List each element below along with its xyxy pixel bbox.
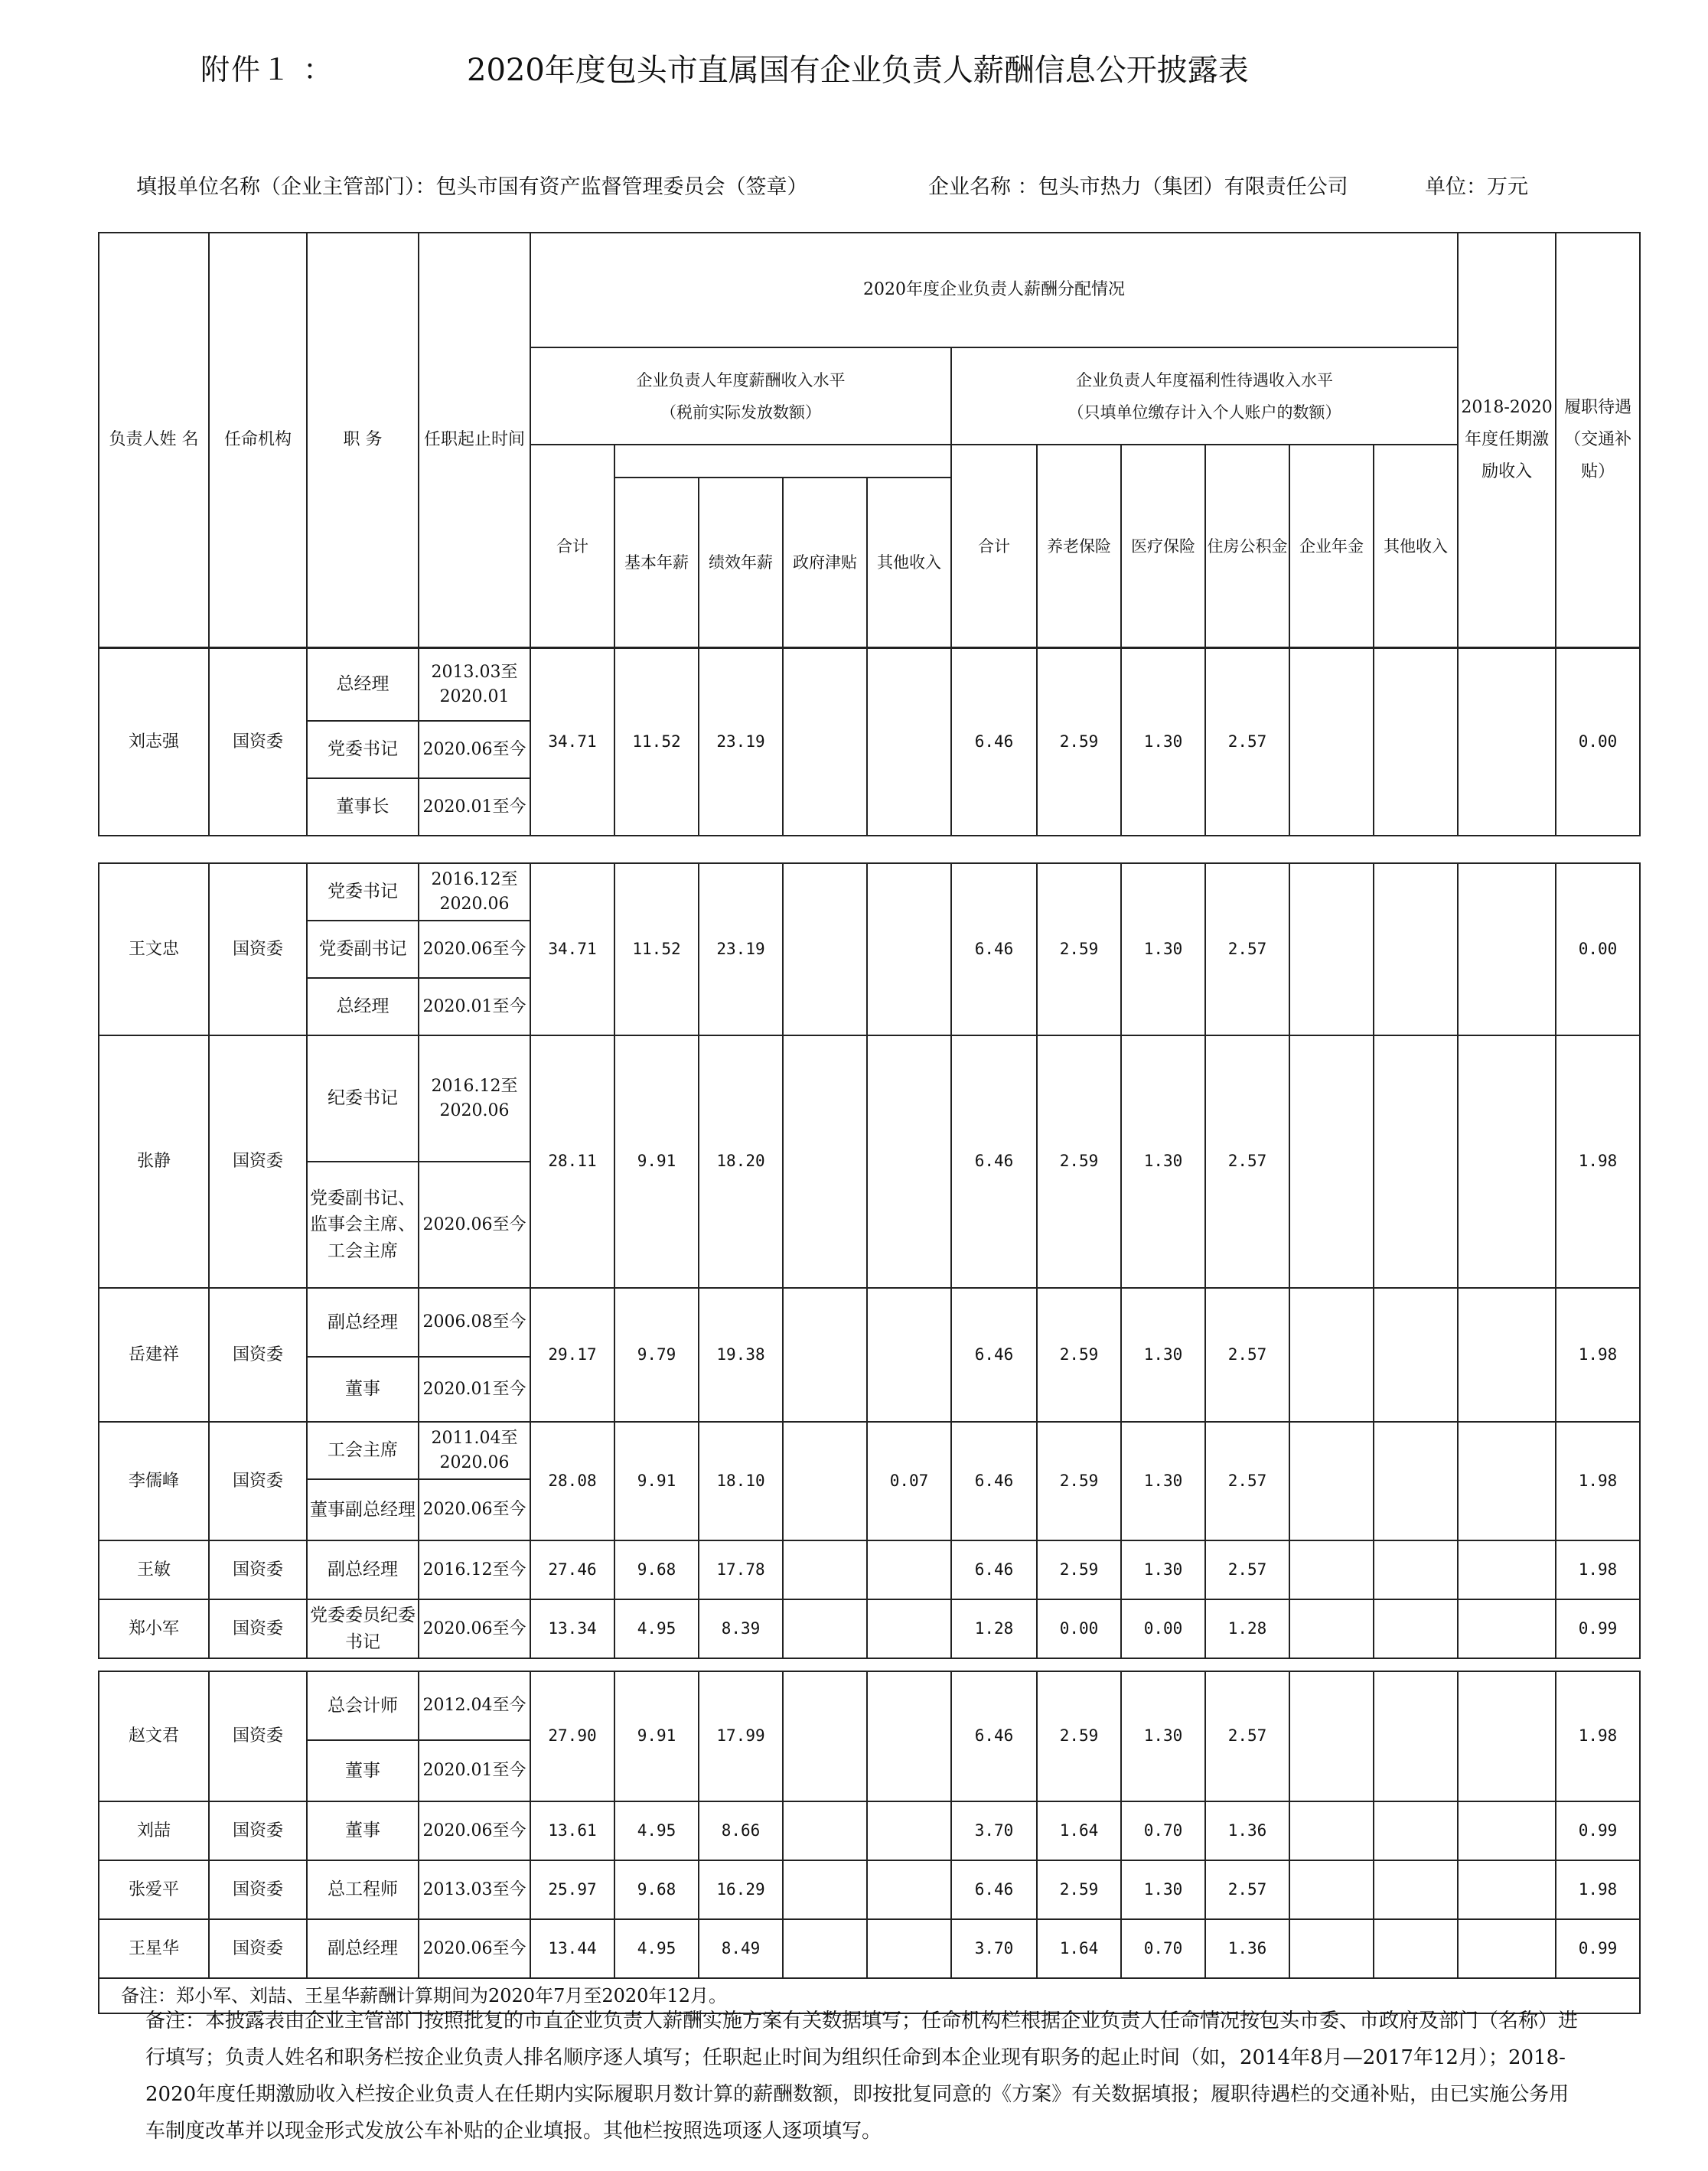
value-annuity <box>1289 1422 1374 1540</box>
col-duty: 履职待遇（交通补贴） <box>1556 233 1640 647</box>
value-duty: 0.00 <box>1556 648 1640 836</box>
value-total: 25.97 <box>530 1860 614 1919</box>
value-total: 27.90 <box>530 1671 614 1801</box>
value-duty: 0.00 <box>1556 863 1640 1035</box>
value-wother <box>1374 863 1458 1035</box>
value-housing: 2.57 <box>1205 1540 1289 1599</box>
value-wtotal: 1.28 <box>951 1599 1037 1658</box>
value-pension: 2.59 <box>1037 1288 1121 1422</box>
position: 党委书记 <box>307 863 419 921</box>
value-annuity <box>1289 1540 1374 1599</box>
value-housing: 1.36 <box>1205 1801 1289 1860</box>
value-duty: 1.98 <box>1556 1288 1640 1422</box>
value-pension: 1.64 <box>1037 1919 1121 1978</box>
person-name: 郑小军 <box>99 1599 209 1658</box>
value-housing: 2.57 <box>1205 648 1289 836</box>
col-term: 任职起止时间 <box>419 233 530 647</box>
value-medical: 0.70 <box>1121 1801 1205 1860</box>
term: 2006.08至今 <box>419 1288 530 1357</box>
value-housing: 2.57 <box>1205 1860 1289 1919</box>
value-base: 4.95 <box>614 1801 699 1860</box>
value-perf: 16.29 <box>699 1860 783 1919</box>
value-other <box>867 1599 951 1658</box>
value-medical: 1.30 <box>1121 1860 1205 1919</box>
appointing-org: 国资委 <box>209 1671 307 1801</box>
position: 党委委员纪委书记 <box>307 1599 419 1658</box>
value-perf: 23.19 <box>699 648 783 836</box>
col-position: 职 务 <box>307 233 419 647</box>
value-wother <box>1374 1919 1458 1978</box>
value-housing: 1.36 <box>1205 1919 1289 1978</box>
position: 总会计师 <box>307 1671 419 1740</box>
value-incentive <box>1458 1599 1556 1658</box>
value-medical: 1.30 <box>1121 648 1205 836</box>
appointing-org: 国资委 <box>209 1860 307 1919</box>
value-medical: 1.30 <box>1121 1035 1205 1288</box>
value-pension: 2.59 <box>1037 1540 1121 1599</box>
table-row <box>99 863 1640 921</box>
col-gov: 政府津贴 <box>783 478 867 647</box>
term: 2020.01至今 <box>419 978 530 1035</box>
value-wtotal: 6.46 <box>951 1540 1037 1599</box>
value-base: 9.79 <box>614 1288 699 1422</box>
value-wother <box>1374 1671 1458 1801</box>
appointing-org: 国资委 <box>209 863 307 1035</box>
table-header <box>98 232 1641 648</box>
col-incentive: 2018-2020年度任期激励收入 <box>1458 233 1556 647</box>
term: 2020.06至今 <box>419 1162 530 1288</box>
value-total: 13.34 <box>530 1599 614 1658</box>
term: 2020.06至今 <box>419 1919 530 1978</box>
col-wother: 其他收入 <box>1374 445 1458 647</box>
value-wtotal: 6.46 <box>951 1288 1037 1422</box>
value-incentive <box>1458 648 1556 836</box>
value-pension: 2.59 <box>1037 1671 1121 1801</box>
position: 党委副书记、监事会主席、工会主席 <box>307 1162 419 1288</box>
value-incentive <box>1458 1422 1556 1540</box>
value-wother <box>1374 1860 1458 1919</box>
value-wtotal: 3.70 <box>951 1801 1037 1860</box>
unit-label: 单位：万元 <box>1425 175 1528 199</box>
term: 2016.12至2020.06 <box>419 1035 530 1162</box>
value-incentive <box>1458 863 1556 1035</box>
value-medical: 0.00 <box>1121 1599 1205 1658</box>
table-row <box>99 1919 1640 1978</box>
value-medical: 1.30 <box>1121 1288 1205 1422</box>
person-name: 刘喆 <box>99 1801 209 1860</box>
value-base: 9.91 <box>614 1671 699 1801</box>
value-total: 28.11 <box>530 1035 614 1288</box>
value-wother <box>1374 1540 1458 1599</box>
value-medical: 1.30 <box>1121 863 1205 1035</box>
term: 2020.01至今 <box>419 1357 530 1422</box>
value-base: 4.95 <box>614 1919 699 1978</box>
value-wtotal: 6.46 <box>951 1422 1037 1540</box>
term: 2020.01至今 <box>419 778 530 836</box>
value-base: 11.52 <box>614 863 699 1035</box>
value-gov <box>783 1288 867 1422</box>
value-incentive <box>1458 1671 1556 1801</box>
value-annuity <box>1289 863 1374 1035</box>
value-gov <box>783 1919 867 1978</box>
value-wother <box>1374 1035 1458 1288</box>
col-other: 其他收入 <box>867 478 951 647</box>
value-perf: 18.20 <box>699 1035 783 1288</box>
value-annuity <box>1289 1860 1374 1919</box>
value-wother <box>1374 1422 1458 1540</box>
appointing-org: 国资委 <box>209 1035 307 1288</box>
position: 纪委书记 <box>307 1035 419 1162</box>
value-housing: 2.57 <box>1205 863 1289 1035</box>
value-annuity <box>1289 1288 1374 1422</box>
remark-text: 备注：本披露表由企业主管部门按照批复的市直企业负责人薪酬实施方案有关数据填写；任命机构栏根据企业负责人任命情况按包头市委、市政府及部门（名称）进行填写；负责人姓名和职务栏按企业负责人排名顺序逐人填写；任职起止时间为组织任命到本企业现有职务的起止时间（如，2014年8月—2017年12月）；2018-2020年度任期激励收入栏按企业负责人在任期内实际履职月数计算的薪酬数额，即按批复同意的《方案》有关数据填报；履职待遇栏的交通补贴，由已实施公务用车制度改革并以现金形式发放公车补贴的企业填报。其他栏按照选项逐人逐项填写。 <box>145 2010 1579 2143</box>
term: 2012.04至今 <box>419 1671 530 1740</box>
appointing-org: 国资委 <box>209 1540 307 1599</box>
table-row <box>99 648 1640 721</box>
value-duty: 1.98 <box>1556 1540 1640 1599</box>
col-salary-spacer <box>614 445 951 478</box>
term: 2020.06至今 <box>419 721 530 778</box>
value-duty: 1.98 <box>1556 1422 1640 1540</box>
position: 董事 <box>307 1357 419 1422</box>
value-wtotal: 6.46 <box>951 863 1037 1035</box>
col-wtotal: 合计 <box>951 445 1037 647</box>
attachment-label: 附件１ ： <box>200 53 334 86</box>
position: 董事 <box>307 1801 419 1860</box>
value-base: 9.68 <box>614 1540 699 1599</box>
value-base: 11.52 <box>614 648 699 836</box>
value-medical: 0.70 <box>1121 1919 1205 1978</box>
table-row <box>99 1671 1640 1740</box>
value-duty: 1.98 <box>1556 1035 1640 1288</box>
position: 党委书记 <box>307 721 419 778</box>
value-other <box>867 1288 951 1422</box>
appointing-org: 国资委 <box>209 1919 307 1978</box>
value-total: 34.71 <box>530 863 614 1035</box>
table-block-1 <box>98 647 1641 836</box>
col-salary-group: 企业负责人年度薪酬收入水平 （税前实际发放数额） <box>530 347 951 445</box>
value-other <box>867 1860 951 1919</box>
value-gov <box>783 1035 867 1288</box>
value-duty: 0.99 <box>1556 1919 1640 1978</box>
value-other <box>867 1919 951 1978</box>
person-name: 王星华 <box>99 1919 209 1978</box>
value-duty: 0.99 <box>1556 1599 1640 1658</box>
col-welfare-group: 企业负责人年度福利性待遇收入水平 （只填单位缴存计入个人账户的数额） <box>951 347 1458 445</box>
person-name: 岳建祥 <box>99 1288 209 1422</box>
value-duty: 1.98 <box>1556 1860 1640 1919</box>
person-name: 王敏 <box>99 1540 209 1599</box>
position: 总经理 <box>307 978 419 1035</box>
value-gov <box>783 1422 867 1540</box>
value-total: 13.44 <box>530 1919 614 1978</box>
position: 董事 <box>307 1740 419 1801</box>
filling-unit: 填报单位名称（企业主管部门）：包头市国有资产监督管理委员会（签章） <box>136 175 808 199</box>
value-housing: 1.28 <box>1205 1599 1289 1658</box>
col-pension: 养老保险 <box>1037 445 1121 647</box>
col-annuity: 企业年金 <box>1289 445 1374 647</box>
col-name: 负责人姓 名 <box>99 233 209 647</box>
value-wother <box>1374 648 1458 836</box>
value-other <box>867 1035 951 1288</box>
position: 总工程师 <box>307 1860 419 1919</box>
value-pension: 0.00 <box>1037 1599 1121 1658</box>
table-row <box>99 1288 1640 1357</box>
table-row <box>99 1860 1640 1919</box>
value-annuity <box>1289 1671 1374 1801</box>
person-name: 刘志强 <box>99 648 209 836</box>
value-perf: 8.39 <box>699 1599 783 1658</box>
person-name: 张爱平 <box>99 1860 209 1919</box>
value-perf: 19.38 <box>699 1288 783 1422</box>
position: 总经理 <box>307 648 419 721</box>
col-perf: 绩效年薪 <box>699 478 783 647</box>
position: 董事副总经理 <box>307 1479 419 1540</box>
value-perf: 17.78 <box>699 1540 783 1599</box>
term: 2016.12至今 <box>419 1540 530 1599</box>
value-gov <box>783 1801 867 1860</box>
value-incentive <box>1458 1919 1556 1978</box>
term: 2016.12至2020.06 <box>419 863 530 921</box>
page-title: 2020年度包头市直属国有企业负责人薪酬信息公开披露表 <box>467 53 1249 88</box>
term: 2020.06至今 <box>419 921 530 978</box>
value-gov <box>783 1599 867 1658</box>
value-incentive <box>1458 1288 1556 1422</box>
value-annuity <box>1289 648 1374 836</box>
value-housing: 2.57 <box>1205 1671 1289 1801</box>
position: 董事长 <box>307 778 419 836</box>
value-base: 9.91 <box>614 1422 699 1540</box>
value-incentive <box>1458 1540 1556 1599</box>
value-other <box>867 863 951 1035</box>
value-medical: 1.30 <box>1121 1540 1205 1599</box>
table-row <box>99 1422 1640 1479</box>
table-block-3 <box>98 1671 1641 2014</box>
value-wother <box>1374 1599 1458 1658</box>
col-housing: 住房公积金 <box>1205 445 1289 647</box>
value-annuity <box>1289 1599 1374 1658</box>
value-total: 29.17 <box>530 1288 614 1422</box>
value-duty: 0.99 <box>1556 1801 1640 1860</box>
value-wtotal: 6.46 <box>951 1035 1037 1288</box>
value-medical: 1.30 <box>1121 1422 1205 1540</box>
value-wtotal: 6.46 <box>951 648 1037 836</box>
value-wtotal: 3.70 <box>951 1919 1037 1978</box>
value-annuity <box>1289 1919 1374 1978</box>
value-perf: 18.10 <box>699 1422 783 1540</box>
value-perf: 23.19 <box>699 863 783 1035</box>
value-other <box>867 648 951 836</box>
appointing-org: 国资委 <box>209 1288 307 1422</box>
company-name: 企业名称 ：包头市热力（集团）有限责任公司 <box>928 175 1348 199</box>
value-wtotal: 6.46 <box>951 1860 1037 1919</box>
appointing-org: 国资委 <box>209 1599 307 1658</box>
table-row <box>99 1035 1640 1162</box>
value-total: 27.46 <box>530 1540 614 1599</box>
value-pension: 2.59 <box>1037 648 1121 836</box>
position: 副总经理 <box>307 1919 419 1978</box>
appointing-org: 国资委 <box>209 648 307 836</box>
value-base: 4.95 <box>614 1599 699 1658</box>
col-total: 合计 <box>530 445 614 647</box>
term: 2013.03至2020.01 <box>419 648 530 721</box>
col-medical: 医疗保险 <box>1121 445 1205 647</box>
value-incentive <box>1458 1801 1556 1860</box>
value-pension: 1.64 <box>1037 1801 1121 1860</box>
value-incentive <box>1458 1035 1556 1288</box>
value-housing: 2.57 <box>1205 1035 1289 1288</box>
term: 2020.06至今 <box>419 1801 530 1860</box>
value-other <box>867 1540 951 1599</box>
value-medical: 1.30 <box>1121 1671 1205 1801</box>
position: 副总经理 <box>307 1540 419 1599</box>
value-base: 9.91 <box>614 1035 699 1288</box>
person-name: 李儒峰 <box>99 1422 209 1540</box>
col-distribution: 2020年度企业负责人薪酬分配情况 <box>530 233 1458 347</box>
value-pension: 2.59 <box>1037 863 1121 1035</box>
value-duty: 1.98 <box>1556 1671 1640 1801</box>
value-pension: 2.59 <box>1037 1860 1121 1919</box>
value-annuity <box>1289 1035 1374 1288</box>
value-other: 0.07 <box>867 1422 951 1540</box>
table-block-2 <box>98 862 1641 1659</box>
value-gov <box>783 648 867 836</box>
position: 党委副书记 <box>307 921 419 978</box>
table-row <box>99 1540 1640 1599</box>
value-housing: 2.57 <box>1205 1422 1289 1540</box>
value-pension: 2.59 <box>1037 1035 1121 1288</box>
value-perf: 8.66 <box>699 1801 783 1860</box>
value-incentive <box>1458 1860 1556 1919</box>
value-wother <box>1374 1801 1458 1860</box>
value-other <box>867 1801 951 1860</box>
value-gov <box>783 1860 867 1919</box>
appointing-org: 国资委 <box>209 1801 307 1860</box>
value-perf: 17.99 <box>699 1671 783 1801</box>
table-note: 备注：郑小军、刘喆、王星华薪酬计算期间为2020年7月至2020年12月。 <box>99 1978 1640 2013</box>
appointing-org: 国资委 <box>209 1422 307 1540</box>
term: 2020.06至今 <box>419 1599 530 1658</box>
value-pension: 2.59 <box>1037 1422 1121 1540</box>
term: 2011.04至2020.06 <box>419 1422 530 1479</box>
value-gov <box>783 1540 867 1599</box>
table-row <box>99 1599 1640 1658</box>
value-other <box>867 1671 951 1801</box>
person-name: 王文忠 <box>99 863 209 1035</box>
value-total: 28.08 <box>530 1422 614 1540</box>
col-org: 任命机构 <box>209 233 307 647</box>
value-wtotal: 6.46 <box>951 1671 1037 1801</box>
term: 2020.06至今 <box>419 1479 530 1540</box>
value-base: 9.68 <box>614 1860 699 1919</box>
value-gov <box>783 863 867 1035</box>
term: 2013.03至今 <box>419 1860 530 1919</box>
col-base: 基本年薪 <box>614 478 699 647</box>
person-name: 张静 <box>99 1035 209 1288</box>
position: 工会主席 <box>307 1422 419 1479</box>
person-name: 赵文君 <box>99 1671 209 1801</box>
value-housing: 2.57 <box>1205 1288 1289 1422</box>
value-total: 34.71 <box>530 648 614 836</box>
position: 副总经理 <box>307 1288 419 1357</box>
term: 2020.01至今 <box>419 1740 530 1801</box>
value-total: 13.61 <box>530 1801 614 1860</box>
table-row <box>99 1801 1640 1860</box>
value-annuity <box>1289 1801 1374 1860</box>
value-gov <box>783 1671 867 1801</box>
value-perf: 8.49 <box>699 1919 783 1978</box>
value-wother <box>1374 1288 1458 1422</box>
